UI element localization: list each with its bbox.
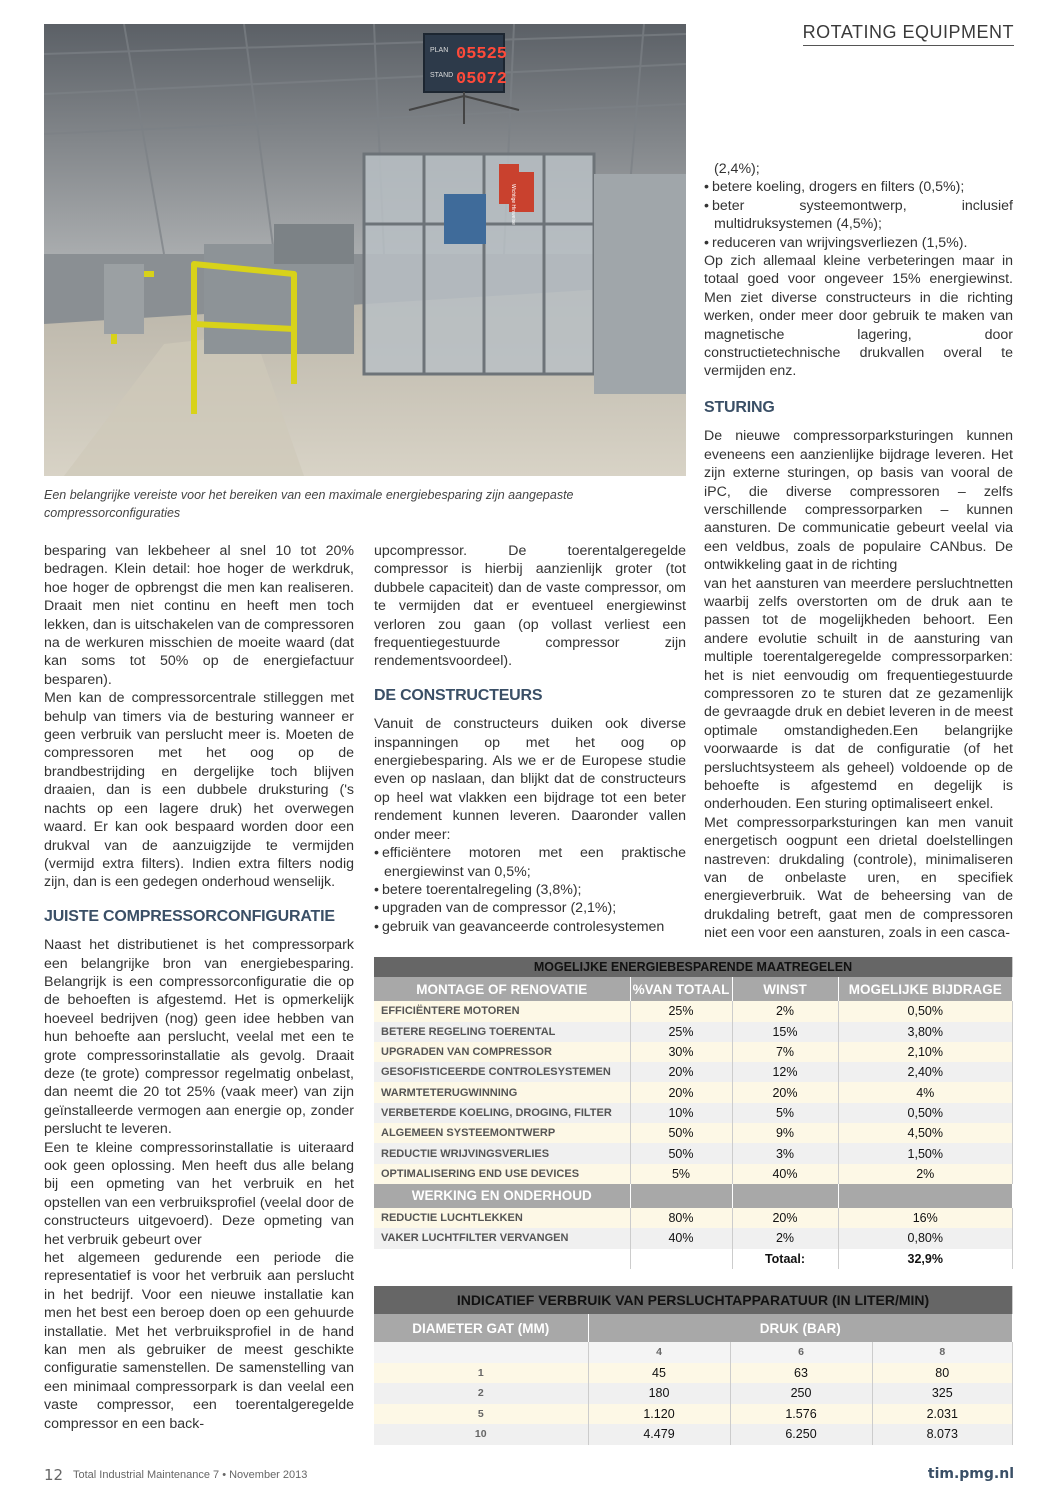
paragraph: Met compressorparksturingen kan men vanuit energetisch oogpunt een drietal doelstellingen nastreven: drukdaling (controle), minimaliseren van de onbelaste uren, en specifiek energieverbruik. Wat de beheersing van de drukdaling betreft, gaat men de compressoren niet een voor een aansturen, zoals in een casca- [704, 814, 1013, 942]
section-header: WERKING EN ONDERHOUD [374, 1184, 630, 1208]
display-stand-label: STAND [430, 72, 454, 79]
paragraph: van het aansturen van meerdere persluchtnetten waarbij zelfs overstorten om de druk aan te passen tot de mogelijkheden behoort. Een andere evolutie schuilt in de aansturing van multiple toerentalgeregelde compressorparken: het is niet eenvoudig om frequentiegestuurde compressoren zo te sturen dat ze gezamenlijk de gevraagde druk en debiet leveren in de meest optimale omstandigheden.Een belangrijke voorwaarde is dat de configuratie (of het persluchtsysteem als geheel) voldoende op de behoefte is afgestemd en degelijk is onderhouden. Een sturing optimaliseert enkel. [704, 575, 1013, 813]
table-row: 5 1.120 1.576 2.031 [374, 1404, 1013, 1425]
paragraph: upcompressor. De toerentalgeregelde compressor is hierbij aanzienlijk groter (tot dubbele capaciteit) dan de vaste compressor, om te vermijden dat er eventueel energiewinst verloren zou gaan (op vollast verliest een frequentiegestuurde compressor zijn rendementsvoordeel). [374, 543, 686, 670]
table-row: UPGRADEN VAN COMPRESSOR 30% 7% 2,10% [374, 1042, 1013, 1062]
total-row [374, 1249, 1013, 1269]
table-row: 10 4.479 6.250 8.073 [374, 1424, 1013, 1445]
paragraph: het algemeen gedurende een periode die representatief is voor het verbruik aan perslucht in het bedrijf. Voor een nieuwe installatie kan men het best een beroep doen op een gehuurde installatie. Met het verbruiksprofiel in de hand kan men als gebruiker de meest geschikte configuratie samenstellen. De samenstelling van een minimaal compressorpark is dan veelal een vaste compressor, een toerentalgeregelde compressor en een back- [44, 1250, 354, 1432]
table-title: INDICATIEF VERBRUIK VAN PERSLUCHTAPPARATUUR (IN LITER/MIN) [374, 1286, 1013, 1314]
factory-image [44, 24, 686, 476]
list-item: • betere koeling, drogers en filters (0,5%); [704, 178, 1013, 196]
table-row: 1 45 63 80 [374, 1363, 1013, 1384]
paragraph: besparing van lekbeheer al snel 10 tot 20% bedragen. Klein detail: hoe hoger de werkdruk, hoe hoger de opbrengst die men kan realiseren. Draait men niet continu en heeft men toch lekken, dan is uitschakelen van de compressoren na de werkuren misschien de moeite waard (dat kan soms tot 50% op de energiefactuur besparen). [44, 543, 354, 688]
display-stand-value: 05072 [456, 70, 508, 89]
section-heading: JUISTE COMPRESSORCONFIGURATIE [44, 907, 335, 925]
energy-measures-table [374, 957, 1013, 1269]
column-3 [704, 160, 1013, 943]
pressure-row: 4 6 8 [374, 1342, 1013, 1363]
list-item: • efficiëntere motoren met een praktische energiewinst van 0,5%; [374, 844, 686, 881]
display-plan-label: PLAN [430, 47, 449, 54]
warning-sign: Wichtige Hinweise [510, 184, 516, 225]
column-header: DIAMETER GAT (MM) [374, 1314, 588, 1342]
photo-caption: Een belangrijke vereiste voor het bereiken van een maximale energiebesparing zijn aangepaste compressorconfiguraties [44, 488, 574, 520]
table-row: GESOFISTICEERDE CONTROLESYSTEMEN 20% 12% 2,40% [374, 1062, 1013, 1082]
table-row: VERBETERDE KOELING, DROGING, FILTER 10% 5% 0,50% [374, 1103, 1013, 1123]
bullet-list [374, 844, 686, 936]
table-row: WARMTETERUGWINNING 20% 20% 4% [374, 1082, 1013, 1102]
table-row: BETERE REGELING TOERENTAL 25% 15% 3,80% [374, 1022, 1013, 1042]
paragraph: Vanuit de constructeurs duiken ook diverse inspanningen op met het oog op energiebesparing. Als we er de Europese studie even op naslaan, dan blijkt dat de constructeurs op heel wat vlakken een bijdrage tot een beter rendement kunnen leveren. Daaronder vallen onder meer: [374, 716, 686, 843]
air-consumption-table [374, 1286, 1013, 1445]
section-heading: STURING [704, 398, 775, 416]
bullet-list [704, 178, 1013, 252]
website-link[interactable]: tim.pmg.nl [927, 1466, 1014, 1482]
paragraph: Een te kleine compressorinstallatie is uiteraard ook geen oplossing. Men heeft dus alle belang bij een opmeting van het verbruik en het opstellen van een verbruiksprofiel (veelal door de constructeurs uitgevoerd). Deze opmeting van het verbruik gebeurt over [44, 1139, 354, 1248]
paragraph: Op zich allemaal kleine verbeteringen maar in totaal goed voor ongeveer 15% energiewinst. Men ziet diverse constructeurs in die richting werken, onder meer door gebruik te maken van magnetische lagering, door constructietechnische drukvallen overal te vermijden enz. [704, 253, 1013, 380]
column-1 [44, 542, 354, 1433]
column-2 [374, 542, 686, 936]
table-row: REDUCTIE LUCHTLEKKEN 80% 20% 16% [374, 1208, 1013, 1228]
list-continuation: (2,4%); [714, 161, 760, 177]
column-header: WINST [732, 977, 838, 1001]
table-title: MOGELIJKE ENERGIEBESPARENDE MAATREGELEN [374, 957, 1013, 977]
table-row: REDUCTIE WRIJVINGSVERLIES 50% 3% 1,50% [374, 1143, 1013, 1163]
table-row: VAKER LUCHTFILTER VERVANGEN 40% 2% 0,80% [374, 1228, 1013, 1248]
column-header: MONTAGE OF RENOVATIE [374, 977, 630, 1001]
page-number: 12 [44, 1466, 64, 1484]
total-label: Totaal: [732, 1249, 838, 1269]
column-header: %VAN TOTAAL [630, 977, 732, 1001]
table-row: ALGEMEEN SYSTEEMONTWERP 50% 9% 4,50% [374, 1123, 1013, 1143]
section-title: ROTATING EQUIPMENT [803, 22, 1014, 46]
paragraph: Naast het distributienet is het compressorpark een belangrijke bron van energiebesparing. Belangrijk is een compressorconfiguratie die op de behoeften is afgestemd. Het is opmerkelijk hoeveel bedrijven (nog) geen idee hebben van hun behoefte aan perslucht, veelal met een te grote compressorinstallatie als gevolg. Draait deze (te grote) compressor regelmatig onbelast, dan neemt die 20 tot 25% (vaak meer) van zijn geïnstalleerde vermogen aan energie op, zonder perslucht te leveren. [44, 937, 354, 1138]
column-header: MOGELIJKE BIJDRAGE [838, 977, 1013, 1001]
table-row: OPTIMALISERING END USE DEVICES 5% 40% 2% [374, 1164, 1013, 1184]
paragraph: De nieuwe compressorparksturingen kunnen eveneens een aanzienlijke bijdrage leveren. Het zijn externe sturingen, op basis van vooral de iPC, die diverse compressoren – zelfs verschillende compressorparken – kunnen aansturen. De communicatie gebeurt veelal via een veldbus, zoals de populaire CANbus. De ontwikkeling gaat in de richting [704, 428, 1013, 574]
table-row: EFFICIËNTERE MOTOREN 25% 2% 0,50% [374, 1001, 1013, 1021]
publication-info: Total Industrial Maintenance 7 • November 2013 [73, 1469, 308, 1481]
list-item: • beter systeemontwerp, inclusief multidruksystemen (4,5%); [704, 197, 1013, 234]
list-item: • gebruik van geavanceerde controlesystemen [374, 918, 686, 936]
display-plan-value: 05525 [456, 45, 508, 64]
section-heading: DE CONSTRUCTEURS [374, 686, 543, 704]
list-item: • upgraden van de compressor (2,1%); [374, 899, 686, 917]
list-item: • reduceren van wrijvingsverliezen (1,5%). [704, 234, 1013, 252]
table-row: 2 180 250 325 [374, 1383, 1013, 1404]
total-value: 32,9% [838, 1249, 1013, 1269]
column-header: DRUK (BAR) [588, 1314, 1013, 1342]
list-item: • betere toerentalregeling (3,8%); [374, 881, 686, 899]
factory-photo [44, 24, 686, 476]
paragraph: Men kan de compressorcentrale stilleggen met behulp van timers via de besturing wanneer er geen verbruik van perslucht meer is. Moeten de compressoren met het oog op de brandbestrijding en dergelijke toch blijven draaien, dan is een dubbele druksturing ('s nachts op een lagere druk) het overwegen waard. Er kan ook bespaard worden door een drukval van de aanzuigzijde te vermijden (vermijd extra filters). Indien extra filters nodig zijn, dan is een gedegen onderhoud wenselijk. [44, 690, 354, 891]
